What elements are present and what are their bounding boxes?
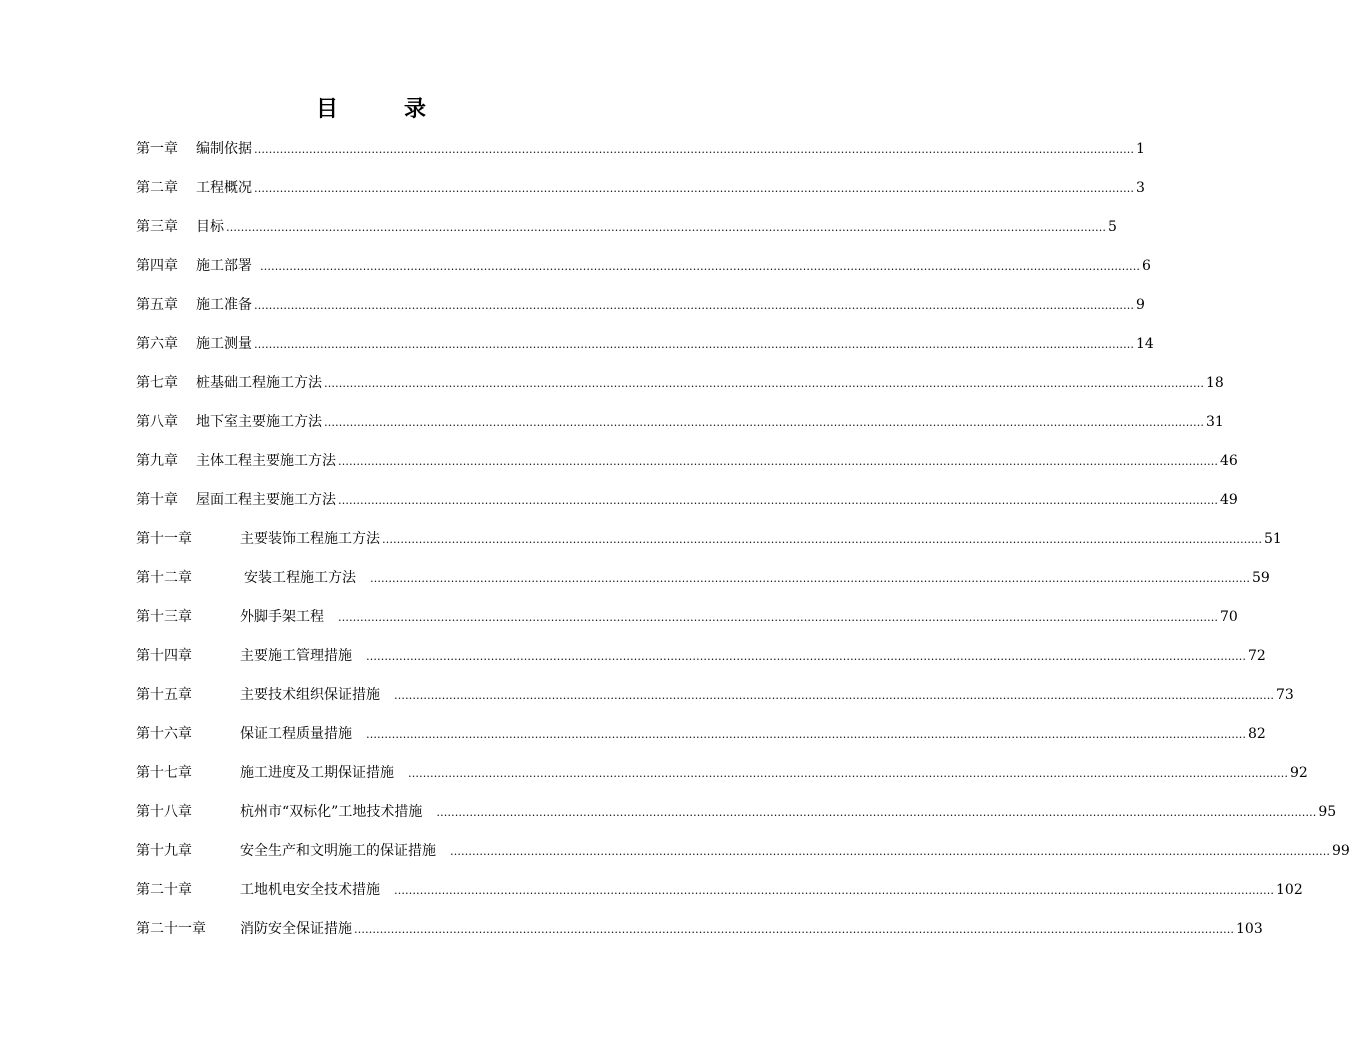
toc-page-number: 6 — [1142, 258, 1151, 274]
dot-leader: …………………………………………………………………………………………………………………………………………………………………………………………………………………… — [254, 182, 1134, 195]
toc-chapter-title: 屋面工程主要施工方法 — [196, 492, 336, 508]
dot-leader: …………………………………………………………………………………………………………………………………………………………………………………………………………………… — [226, 221, 1106, 234]
toc-chapter-number: 第十七章 — [136, 765, 192, 781]
toc-chapter-title: 施工进度及工期保证措施 — [240, 765, 394, 781]
toc-chapter-number: 第六章 — [136, 336, 178, 352]
dot-leader: …………………………………………………………………………………………………………………………………………………………………………………………………………………… — [324, 377, 1204, 390]
toc-chapter-number: 第十六章 — [136, 726, 192, 742]
toc-entry — [136, 529, 1282, 549]
toc-entry — [136, 217, 1117, 237]
toc-chapter-title: 工程概况 — [196, 180, 252, 196]
toc-chapter-title: 主要装饰工程施工方法 — [240, 531, 380, 547]
dot-leader: …………………………………………………………………………………………………………………………………………………………………………………………………………………… — [354, 923, 1234, 936]
toc-chapter-title: 施工测量 — [196, 336, 252, 352]
toc-entry — [136, 373, 1224, 393]
toc-chapter-number: 第二章 — [136, 180, 178, 196]
title-char-left: 目 — [315, 97, 340, 122]
toc-entry — [136, 451, 1238, 471]
toc-entry — [136, 646, 1266, 666]
dot-leader: …………………………………………………………………………………………………………………………………………………………………………………………………………………… — [366, 728, 1246, 741]
toc-chapter-title: 主要技术组织保证措施 — [240, 687, 380, 703]
dot-leader: …………………………………………………………………………………………………………………………………………………………………………………………………………………… — [324, 416, 1204, 429]
toc-chapter-title: 杭州市“双标化”工地技术措施 — [240, 804, 423, 820]
toc-entry — [136, 841, 1350, 861]
dot-leader: …………………………………………………………………………………………………………………………………………………………………………………………………………………… — [366, 650, 1246, 663]
toc-page-number: 82 — [1248, 726, 1266, 742]
toc-chapter-number: 第三章 — [136, 219, 178, 235]
toc-page-number: 92 — [1290, 765, 1308, 781]
toc-page-number: 95 — [1318, 804, 1337, 820]
toc-chapter-number: 第二十章 — [136, 882, 192, 898]
toc-entry — [136, 607, 1238, 627]
toc-page-number: 5 — [1108, 219, 1117, 235]
dot-leader: …………………………………………………………………………………………………………………………………………………………………………………………………………………… — [450, 845, 1330, 858]
toc-chapter-number: 第七章 — [136, 375, 178, 391]
dot-leader: …………………………………………………………………………………………………………………………………………………………………………………………………………………… — [394, 884, 1274, 897]
toc-page-number: 31 — [1206, 414, 1224, 430]
dot-leader: …………………………………………………………………………………………………………………………………………………………………………………………………………………… — [408, 767, 1288, 780]
toc-page-number: 18 — [1206, 375, 1224, 391]
dot-leader: …………………………………………………………………………………………………………………………………………………………………………………………………………………… — [338, 455, 1218, 468]
page-title — [0, 92, 744, 123]
toc-page-number: 72 — [1248, 648, 1266, 664]
toc-chapter-number: 第十三章 — [136, 609, 192, 625]
toc-chapter-number: 第二十一章 — [136, 921, 206, 937]
toc-chapter-title: 施工部署 — [196, 258, 252, 274]
toc-page-number: 14 — [1136, 336, 1154, 352]
toc-page-number: 59 — [1252, 570, 1270, 586]
toc-entry — [136, 919, 1263, 939]
toc-entry — [136, 802, 1337, 822]
toc-entry — [136, 412, 1224, 432]
toc-entry — [136, 178, 1145, 198]
toc-page-number: 70 — [1220, 609, 1238, 625]
dot-leader: …………………………………………………………………………………………………………………………………………………………………………………………………………………… — [382, 533, 1262, 546]
toc-chapter-number: 第十一章 — [136, 531, 192, 547]
toc-page-number: 3 — [1136, 180, 1145, 196]
toc-chapter-title: 安装工程施工方法 — [244, 570, 356, 586]
toc-chapter-number: 第八章 — [136, 414, 178, 430]
toc-chapter-title: 编制依据 — [196, 141, 252, 157]
dot-leader: …………………………………………………………………………………………………………………………………………………………………………………………………………………… — [436, 806, 1317, 819]
toc-chapter-number: 第十四章 — [136, 648, 192, 664]
toc-chapter-title: 外脚手架工程 — [240, 609, 324, 625]
toc-page-number: 102 — [1276, 882, 1303, 898]
dot-leader: …………………………………………………………………………………………………………………………………………………………………………………………………………………… — [254, 143, 1134, 156]
toc-entry — [136, 295, 1145, 315]
toc-chapter-number: 第十五章 — [136, 687, 192, 703]
toc-page-number: 1 — [1136, 141, 1145, 157]
toc-chapter-title: 主体工程主要施工方法 — [196, 453, 336, 469]
toc-chapter-title: 地下室主要施工方法 — [196, 414, 322, 430]
toc-chapter-number: 第十章 — [136, 492, 178, 508]
toc-entry — [136, 568, 1270, 588]
toc-chapter-title: 施工准备 — [196, 297, 252, 313]
dot-leader: …………………………………………………………………………………………………………………………………………………………………………………………………………………… — [254, 338, 1134, 351]
toc-page-number: 46 — [1220, 453, 1238, 469]
toc-chapter-number: 第四章 — [136, 258, 178, 274]
toc-page-number: 49 — [1220, 492, 1238, 508]
toc-chapter-title: 保证工程质量措施 — [240, 726, 352, 742]
title-char-right: 录 — [404, 97, 429, 122]
toc-chapter-number: 第五章 — [136, 297, 178, 313]
toc-page-number: 73 — [1276, 687, 1294, 703]
toc-chapter-title: 桩基础工程施工方法 — [196, 375, 322, 391]
toc-chapter-number: 第十八章 — [136, 804, 192, 820]
toc-chapter-title: 消防安全保证措施 — [240, 921, 352, 937]
dot-leader: …………………………………………………………………………………………………………………………………………………………………………………………………………………… — [338, 611, 1218, 624]
toc-page-number: 9 — [1136, 297, 1145, 313]
dot-leader: …………………………………………………………………………………………………………………………………………………………………………………………………………………… — [260, 260, 1140, 273]
toc-entry — [136, 256, 1151, 276]
toc-chapter-title: 目标 — [196, 219, 224, 235]
toc-chapter-number: 第一章 — [136, 141, 178, 157]
toc-chapter-title: 工地机电安全技术措施 — [240, 882, 380, 898]
toc-chapter-number: 第十九章 — [136, 843, 192, 859]
toc-entry — [136, 685, 1294, 705]
toc-entry — [136, 724, 1266, 744]
toc-chapter-number: 第十二章 — [136, 570, 192, 586]
toc-chapter-number: 第九章 — [136, 453, 178, 469]
toc-chapter-title: 主要施工管理措施 — [240, 648, 352, 664]
toc-page-number: 103 — [1236, 921, 1263, 937]
toc-chapter-title: 安全生产和文明施工的保证措施 — [240, 843, 436, 859]
toc-entry — [136, 880, 1303, 900]
dot-leader: …………………………………………………………………………………………………………………………………………………………………………………………………………………… — [370, 572, 1250, 585]
toc-page-number: 99 — [1332, 843, 1350, 859]
toc-entry — [136, 334, 1154, 354]
toc-entry — [136, 763, 1308, 783]
toc-page-number: 51 — [1264, 531, 1282, 547]
dot-leader: …………………………………………………………………………………………………………………………………………………………………………………………………………………… — [338, 494, 1218, 507]
dot-leader: …………………………………………………………………………………………………………………………………………………………………………………………………………………… — [394, 689, 1274, 702]
toc-entry — [136, 490, 1238, 510]
dot-leader: …………………………………………………………………………………………………………………………………………………………………………………………………………………… — [254, 299, 1134, 312]
toc-entry — [136, 139, 1145, 159]
